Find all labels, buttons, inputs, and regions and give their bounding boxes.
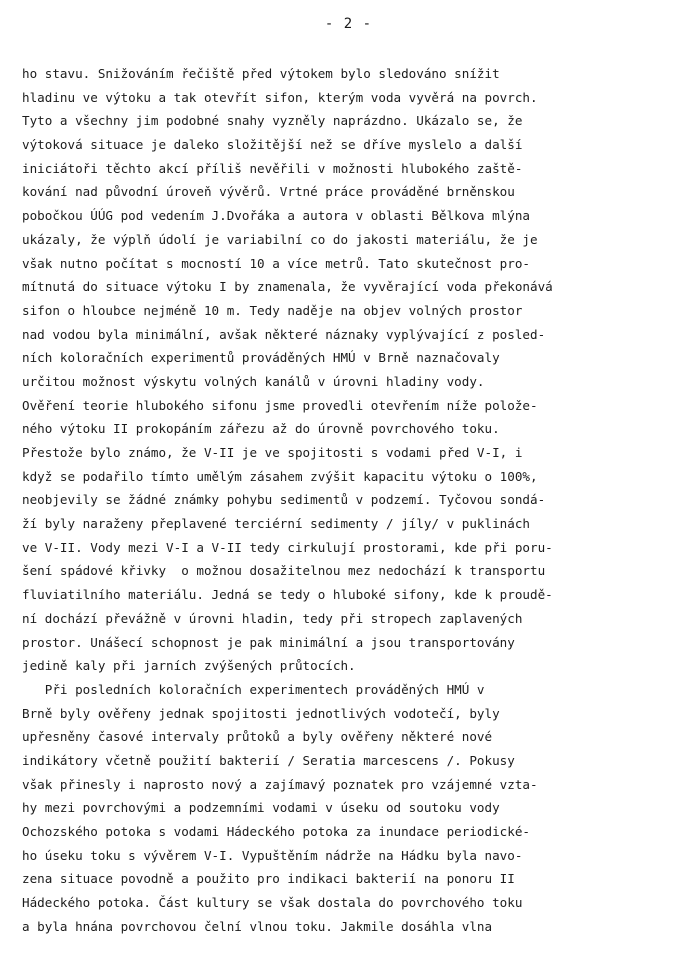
text-line: a byla hnána povrchovou čelní vlnou toku. Jakmile dosáhla vlna	[22, 918, 493, 934]
text-line: iniciátoři těchto akcí příliš nevěřili v možnosti hlubokého zaště-	[22, 160, 523, 176]
text-line: zena situace povodně a použito pro indikaci bakterií na ponoru II	[22, 871, 515, 887]
text-line: ho stavu. Snižováním řečiště před výtokem bylo sledováno snížit	[22, 66, 500, 81]
text-line: jedině kaly při jarních zvýšených průtocích.	[22, 658, 356, 674]
text-line: hy mezi povrchovými a podzemními vodami v úseku od soutoku vody	[22, 800, 500, 816]
text-line: Přestože bylo známo, že V-II je ve spojitosti s vodami před V-I, i	[22, 445, 523, 460]
text-line: Tyto a všechny jim podobné snahy vyzněly naprázdno. Ukázalo se, že	[22, 113, 523, 129]
text-line: výtoková situace je daleko složitější než se dříve myslelo a další	[22, 137, 523, 153]
text-line: ukázaly, že výplň údolí je variabilní co do jakosti materiálu, že je	[22, 231, 538, 247]
text-line: však přinesly i naprosto nový a zajímavý poznatek pro vzájemné vzta-	[22, 776, 538, 792]
text-line: fluviatilního materiálu. Jedná se tedy o hluboké sifony, kde k proudě-	[22, 587, 553, 603]
body-text	[22, 62, 682, 938]
page-number: - 2 -	[324, 16, 373, 32]
text-line: nad vodou byla minimální, avšak některé náznaky vyplývající z posled-	[22, 326, 546, 342]
text-line: hladinu ve výtoku a tak otevřít sifon, kterým voda vyvěrá na povrch.	[22, 89, 538, 105]
text-line: neobjevily se žádné známky pohybu sedimentů v podzemí. Tyčovou sondá-	[22, 492, 546, 508]
text-line: Ověření teorie hlubokého sifonu jsme provedli otevřením níže polože-	[22, 397, 538, 413]
text-line: ní dochází převážně v úrovni hladin, tedy při stropech zaplavených	[22, 610, 523, 626]
text-line: indikátory včetně použití bakterií / Seratia marcescens /. Pokusy	[22, 752, 515, 768]
text-line: Při posledních koloračních experimentech prováděných HMÚ v	[22, 681, 485, 697]
text-line: ného výtoku II prokopáním zářezu až do úrovně povrchového toku.	[22, 421, 500, 437]
text-line: ních koloračních experimentů prováděných HMÚ v Brně naznačovaly	[22, 350, 500, 366]
text-line: ho úseku toku s vývěrem V-I. Vypuštěním nádrže na Hádku byla navo-	[22, 847, 523, 863]
text-line: mítnutá do situace výtoku I by znamenala, že vyvěrající voda překonává	[22, 279, 553, 295]
text-line: šení spádové křivky o možnou dosažitelnou mez nedochází k transportu	[22, 563, 546, 579]
text-line: když se podařilo tímto umělým zásahem zvýšit kapacitu výtoku o 100%,	[22, 468, 538, 484]
text-line: kování nad původní úroveň vývěrů. Vrtné práce prováděné brněnskou	[22, 184, 515, 200]
text-line: určitou možnost výskytu volných kanálů v úrovni hladiny vody.	[22, 373, 485, 389]
text-line: prostor. Unášecí schopnost je pak minimální a jsou transportovány	[22, 634, 515, 650]
text-line: upřesněny časové intervaly průtoků a byly ověřeny některé nové	[22, 729, 493, 745]
text-line: ve V-II. Vody mezi V-I a V-II tedy cirkulují prostorami, kde při poru-	[22, 539, 553, 555]
text-line: pobočkou ÚÚG pod vedením J.Dvořáka a autora v oblasti Bělkova mlýna	[22, 208, 530, 224]
text-line: sifon o hloubce nejméně 10 m. Tedy naděje na objev volných prostor	[22, 302, 523, 318]
text-line: Ochozského potoka s vodami Hádeckého potoka za inundace periodické-	[22, 824, 530, 839]
text-line: Brně byly ověřeny jednak spojitosti jednotlivých vodotečí, byly	[22, 705, 500, 721]
text-line: však nutno počítat s mocností 10 a více metrů. Tato skutečnost pro-	[22, 255, 530, 271]
text-line: ží byly naraženy přeplavené terciérní sedimenty / jíly/ v puklinách	[22, 516, 530, 532]
text-line: Hádeckého potoka. Část kultury se však dostala do povrchového toku	[22, 895, 523, 911]
